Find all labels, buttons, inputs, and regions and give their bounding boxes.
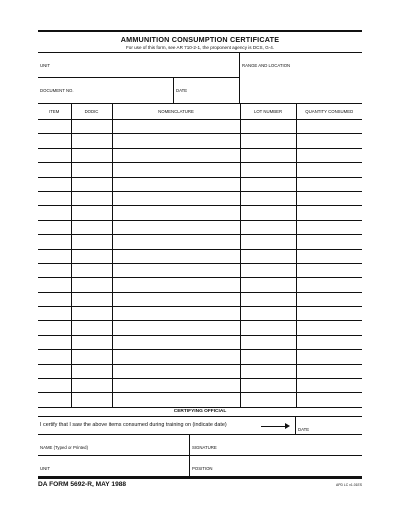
- lot-number-cell[interactable]: [240, 292, 296, 306]
- dodic-cell[interactable]: [71, 134, 112, 148]
- ammunition-consumption-form: [38, 30, 362, 491]
- quantity-cell[interactable]: [296, 134, 362, 148]
- item-cell[interactable]: [38, 335, 71, 349]
- table-row: [38, 220, 362, 234]
- range-location-label: RANGE AND LOCATION: [242, 63, 291, 68]
- dodic-cell[interactable]: [71, 278, 112, 292]
- item-cell[interactable]: [38, 163, 71, 177]
- dodic-cell[interactable]: [71, 379, 112, 393]
- item-cell[interactable]: [38, 321, 71, 335]
- lot-number-cell[interactable]: [240, 364, 296, 378]
- quantity-cell[interactable]: [296, 393, 362, 407]
- table-row: [38, 364, 362, 378]
- nomenclature-cell[interactable]: [112, 134, 240, 148]
- form-identifier: DA FORM 5692-R, MAY 1988: [38, 480, 127, 488]
- lot-number-cell[interactable]: [240, 350, 296, 364]
- dodic-cell[interactable]: [71, 148, 112, 162]
- nomenclature-cell[interactable]: [112, 364, 240, 378]
- nomenclature-cell[interactable]: [112, 278, 240, 292]
- dodic-cell[interactable]: [71, 177, 112, 191]
- quantity-cell[interactable]: [296, 364, 362, 378]
- table-row: [38, 393, 362, 407]
- dodic-cell[interactable]: [71, 307, 112, 321]
- nomenclature-cell[interactable]: [112, 292, 240, 306]
- lot-number-cell[interactable]: [240, 220, 296, 234]
- quantity-cell[interactable]: [296, 220, 362, 234]
- item-cell[interactable]: [38, 278, 71, 292]
- table-row: [38, 235, 362, 249]
- table-row: [38, 321, 362, 335]
- quantity-cell[interactable]: [296, 350, 362, 364]
- lot-number-cell[interactable]: [240, 134, 296, 148]
- dodic-cell[interactable]: [71, 235, 112, 249]
- certifying-official-heading: CERTIFYING OFFICIAL: [38, 408, 362, 417]
- dodic-cell[interactable]: [71, 263, 112, 277]
- item-cell[interactable]: [38, 191, 71, 205]
- dodic-cell[interactable]: [71, 292, 112, 306]
- nomenclature-cell[interactable]: [112, 393, 240, 407]
- nomenclature-cell[interactable]: [112, 379, 240, 393]
- unit-position-row: [38, 456, 362, 477]
- quantity-cell[interactable]: [296, 249, 362, 263]
- item-cell[interactable]: [38, 307, 71, 321]
- form-footer: [38, 477, 362, 491]
- item-cell[interactable]: [38, 292, 71, 306]
- item-cell[interactable]: [38, 235, 71, 249]
- lot-number-cell[interactable]: [240, 120, 296, 134]
- dodic-cell[interactable]: [71, 206, 112, 220]
- column-header-quantity-consumed: QUANTITY CONSUMED: [296, 104, 362, 120]
- nomenclature-cell[interactable]: [112, 220, 240, 234]
- item-cell[interactable]: [38, 364, 71, 378]
- lot-number-cell[interactable]: [240, 335, 296, 349]
- table-row: [38, 263, 362, 277]
- position-field[interactable]: [190, 456, 362, 476]
- quantity-cell[interactable]: [296, 379, 362, 393]
- lot-number-cell[interactable]: [240, 206, 296, 220]
- quantity-cell[interactable]: [296, 163, 362, 177]
- nomenclature-cell[interactable]: [112, 321, 240, 335]
- table-row: [38, 148, 362, 162]
- lot-number-cell[interactable]: [240, 249, 296, 263]
- quantity-cell[interactable]: [296, 191, 362, 205]
- item-cell[interactable]: [38, 393, 71, 407]
- quantity-cell[interactable]: [296, 292, 362, 306]
- nomenclature-cell[interactable]: [112, 191, 240, 205]
- print-code: APD LC v1.01ES: [335, 482, 362, 487]
- item-cell[interactable]: [38, 350, 71, 364]
- table-row: [38, 206, 362, 220]
- certification-statement: I certify that I saw the above items consumed during training on (indicate date): [40, 421, 227, 428]
- column-header-nomenclature: NOMENCLATURE: [112, 104, 240, 120]
- table-row: [38, 379, 362, 393]
- unit-label: UNIT: [40, 63, 51, 68]
- items-table-body: [38, 120, 362, 408]
- document-number-field[interactable]: [38, 78, 174, 103]
- quantity-cell[interactable]: [296, 278, 362, 292]
- item-cell[interactable]: [38, 206, 71, 220]
- lot-number-cell[interactable]: [240, 307, 296, 321]
- nomenclature-cell[interactable]: [112, 177, 240, 191]
- nomenclature-cell[interactable]: [112, 235, 240, 249]
- lot-number-cell[interactable]: [240, 263, 296, 277]
- table-row: [38, 134, 362, 148]
- item-cell[interactable]: [38, 177, 71, 191]
- date-field[interactable]: [174, 78, 240, 103]
- arrow-right-icon: [261, 426, 287, 427]
- lot-number-cell[interactable]: [240, 379, 296, 393]
- quantity-cell[interactable]: [296, 235, 362, 249]
- quantity-cell[interactable]: [296, 263, 362, 277]
- table-row: [38, 163, 362, 177]
- lot-number-cell[interactable]: [240, 163, 296, 177]
- quantity-cell[interactable]: [296, 321, 362, 335]
- nomenclature-cell[interactable]: [112, 249, 240, 263]
- certification-date-field[interactable]: [295, 417, 362, 434]
- dodic-cell[interactable]: [71, 120, 112, 134]
- name-signature-row: [38, 435, 362, 456]
- header-fields: [38, 52, 362, 104]
- signature-label: SIGNATURE: [192, 444, 217, 450]
- official-unit-label: UNIT: [40, 465, 51, 471]
- quantity-cell[interactable]: [296, 307, 362, 321]
- table-row: [38, 292, 362, 306]
- item-cell[interactable]: [38, 120, 71, 134]
- item-cell[interactable]: [38, 220, 71, 234]
- lot-number-cell[interactable]: [240, 148, 296, 162]
- name-field[interactable]: [38, 435, 190, 455]
- items-table: [38, 104, 362, 408]
- table-row: [38, 335, 362, 349]
- nomenclature-cell[interactable]: [112, 335, 240, 349]
- quantity-cell[interactable]: [296, 335, 362, 349]
- item-cell[interactable]: [38, 379, 71, 393]
- document-number-label: DOCUMENT NO.: [40, 88, 74, 93]
- position-label: POSITION: [192, 465, 213, 471]
- signature-field[interactable]: [190, 435, 362, 455]
- lot-number-cell[interactable]: [240, 235, 296, 249]
- dodic-cell[interactable]: [71, 350, 112, 364]
- column-header-lot-number: LOT NUMBER: [240, 104, 296, 120]
- form-title: AMMUNITION CONSUMPTION CERTIFICATE: [120, 35, 280, 44]
- item-cell[interactable]: [38, 148, 71, 162]
- nomenclature-cell[interactable]: [112, 263, 240, 277]
- certification-date-label: DATE: [298, 426, 310, 432]
- dodic-cell[interactable]: [71, 364, 112, 378]
- range-location-field[interactable]: [240, 53, 362, 103]
- table-row: [38, 278, 362, 292]
- certification-statement-row: [38, 417, 362, 435]
- nomenclature-cell[interactable]: [112, 163, 240, 177]
- lot-number-cell[interactable]: [240, 191, 296, 205]
- nomenclature-cell[interactable]: [112, 206, 240, 220]
- lot-number-cell[interactable]: [240, 177, 296, 191]
- dodic-cell[interactable]: [71, 220, 112, 234]
- table-row: [38, 177, 362, 191]
- item-cell[interactable]: [38, 249, 71, 263]
- name-label: NAME (Typed or Printed): [40, 444, 88, 450]
- table-row: [38, 120, 362, 134]
- nomenclature-cell[interactable]: [112, 148, 240, 162]
- dodic-cell[interactable]: [71, 163, 112, 177]
- dodic-cell[interactable]: [71, 249, 112, 263]
- unit-field[interactable]: [38, 53, 240, 78]
- lot-number-cell[interactable]: [240, 393, 296, 407]
- nomenclature-cell[interactable]: [112, 307, 240, 321]
- column-header-item: ITEM: [38, 104, 71, 120]
- nomenclature-cell[interactable]: [112, 120, 240, 134]
- top-rule: [38, 30, 362, 32]
- column-header-dodic: DODIC: [71, 104, 112, 120]
- items-table-header: [38, 104, 362, 120]
- table-row: [38, 350, 362, 364]
- date-label: DATE: [176, 88, 188, 93]
- dodic-cell[interactable]: [71, 335, 112, 349]
- dodic-cell[interactable]: [71, 191, 112, 205]
- official-unit-field[interactable]: [38, 456, 190, 476]
- quantity-cell[interactable]: [296, 206, 362, 220]
- table-row: [38, 249, 362, 263]
- table-row: [38, 307, 362, 321]
- lot-number-cell[interactable]: [240, 321, 296, 335]
- quantity-cell[interactable]: [296, 148, 362, 162]
- table-row: [38, 191, 362, 205]
- dodic-cell[interactable]: [71, 321, 112, 335]
- dodic-cell[interactable]: [71, 393, 112, 407]
- quantity-cell[interactable]: [296, 177, 362, 191]
- item-cell[interactable]: [38, 134, 71, 148]
- quantity-cell[interactable]: [296, 120, 362, 134]
- lot-number-cell[interactable]: [240, 278, 296, 292]
- form-subtitle: For use of this form, see AR 710-2-1, the proponent agency is DCS, G-4.: [125, 45, 275, 50]
- nomenclature-cell[interactable]: [112, 350, 240, 364]
- item-cell[interactable]: [38, 263, 71, 277]
